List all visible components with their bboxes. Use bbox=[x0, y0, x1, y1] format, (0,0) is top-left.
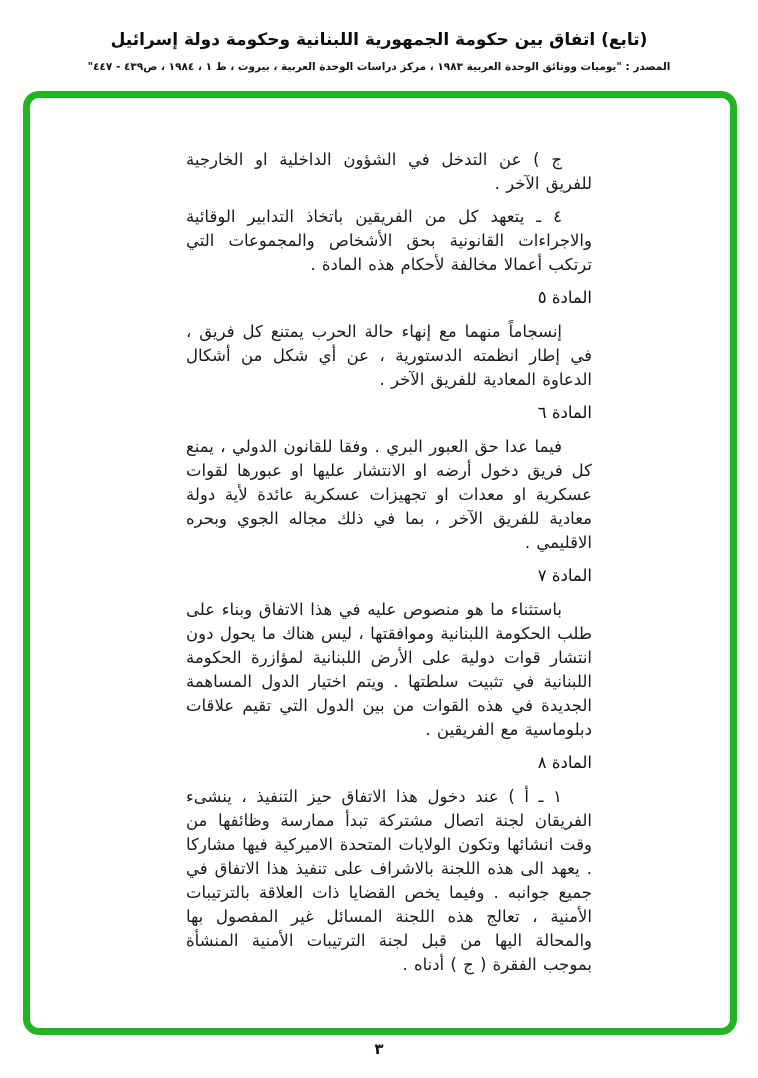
source-line: المصدر : "يوميات ووثائق الوحدة العربية ١٩٨٣ ، مركز دراسات الوحدة العربية ، بيروت ، ط ١ ، ١٩٨٤ ، ص٤٣٩ - ٤٤٧" bbox=[87, 61, 671, 73]
document-body bbox=[186, 148, 592, 986]
article-8-heading: المادة ٨ bbox=[537, 753, 592, 772]
page-number: ٣ bbox=[374, 1040, 384, 1058]
article-6-paragraph: فيما عدا حق العبور البري . وفقا للقانون الدولي ، يمنع كل فريق دخول أرضه او الانتشار عليها او عبورها لقوات عسكرية او معدات او تجهيزات عسكرية عائدة لأية دولة معادية للفريق الآخر ، بما في ذلك مجاله الجوي وبحره الاقليمي . bbox=[186, 437, 592, 552]
page-title: (تابع) اتفاق بين حكومة الجمهورية اللبنانية وحكومة دولة إسرائيل bbox=[110, 30, 648, 50]
clause-j-paragraph: ج ) عن التدخل في الشؤون الداخلية او الخارجية للفريق الآخر . bbox=[186, 150, 592, 193]
article-6-heading: المادة ٦ bbox=[537, 403, 592, 422]
article-8-paragraph: ١ ـ أ ) عند دخول هذا الاتفاق حيز التنفيذ ، ينشىء الفريقان لجنة اتصال مشتركة تبدأ ممارسة وظائفها من وقت انشائها وتكون الولايات المتحدة الاميركية فيها مشاركا . يعهد الى هذه اللجنة بالاشراف على تنفيذ هذا الاتفاق في جميع جوانبه . وفيما يخص القضايا ذات العلاقة بالترتيبات الأمنية ، تعالج هذه اللجنة المسائل غير المفصول بها والمحالة اليها من قبل لجنة الترتيبات الأمنية المنشأة بموجب الفقرة ( ج ) أدناه . bbox=[186, 787, 592, 974]
article-7-paragraph: باستثناء ما هو منصوص عليه في هذا الاتفاق وبناء على طلب الحكومة اللبنانية وموافقتها ، ليس هناك ما يحول دون انتشار قوات دولية على الأرض اللبنانية لمؤازرة الحكومة اللبنانية في تثبيت سلطتها . ويتم اختيار الدول المساهمة الجديدة في هذه القوات من بين الدول التي تقيم علاقات دبلوماسية مع الفريقين . bbox=[186, 600, 592, 739]
article-7-heading: المادة ٧ bbox=[537, 566, 592, 585]
article-5-paragraph: إنسجاماً منهما مع إنهاء حالة الحرب يمتنع كل فريق ، في إطار انظمته الدستورية ، عن أي شكل من أشكال الدعاوة المعادية للفريق الآخر . bbox=[186, 322, 592, 389]
clause-4-paragraph: ٤ ـ يتعهد كل من الفريقين باتخاذ التدابير الوقائية والاجراءات القانونية بحق الأشخاص والمجموعات التي ترتكب أعمالا مخالفة لأحكام هذه المادة . bbox=[186, 207, 592, 274]
article-5-heading: المادة ٥ bbox=[537, 288, 592, 307]
document-header bbox=[0, 30, 758, 73]
